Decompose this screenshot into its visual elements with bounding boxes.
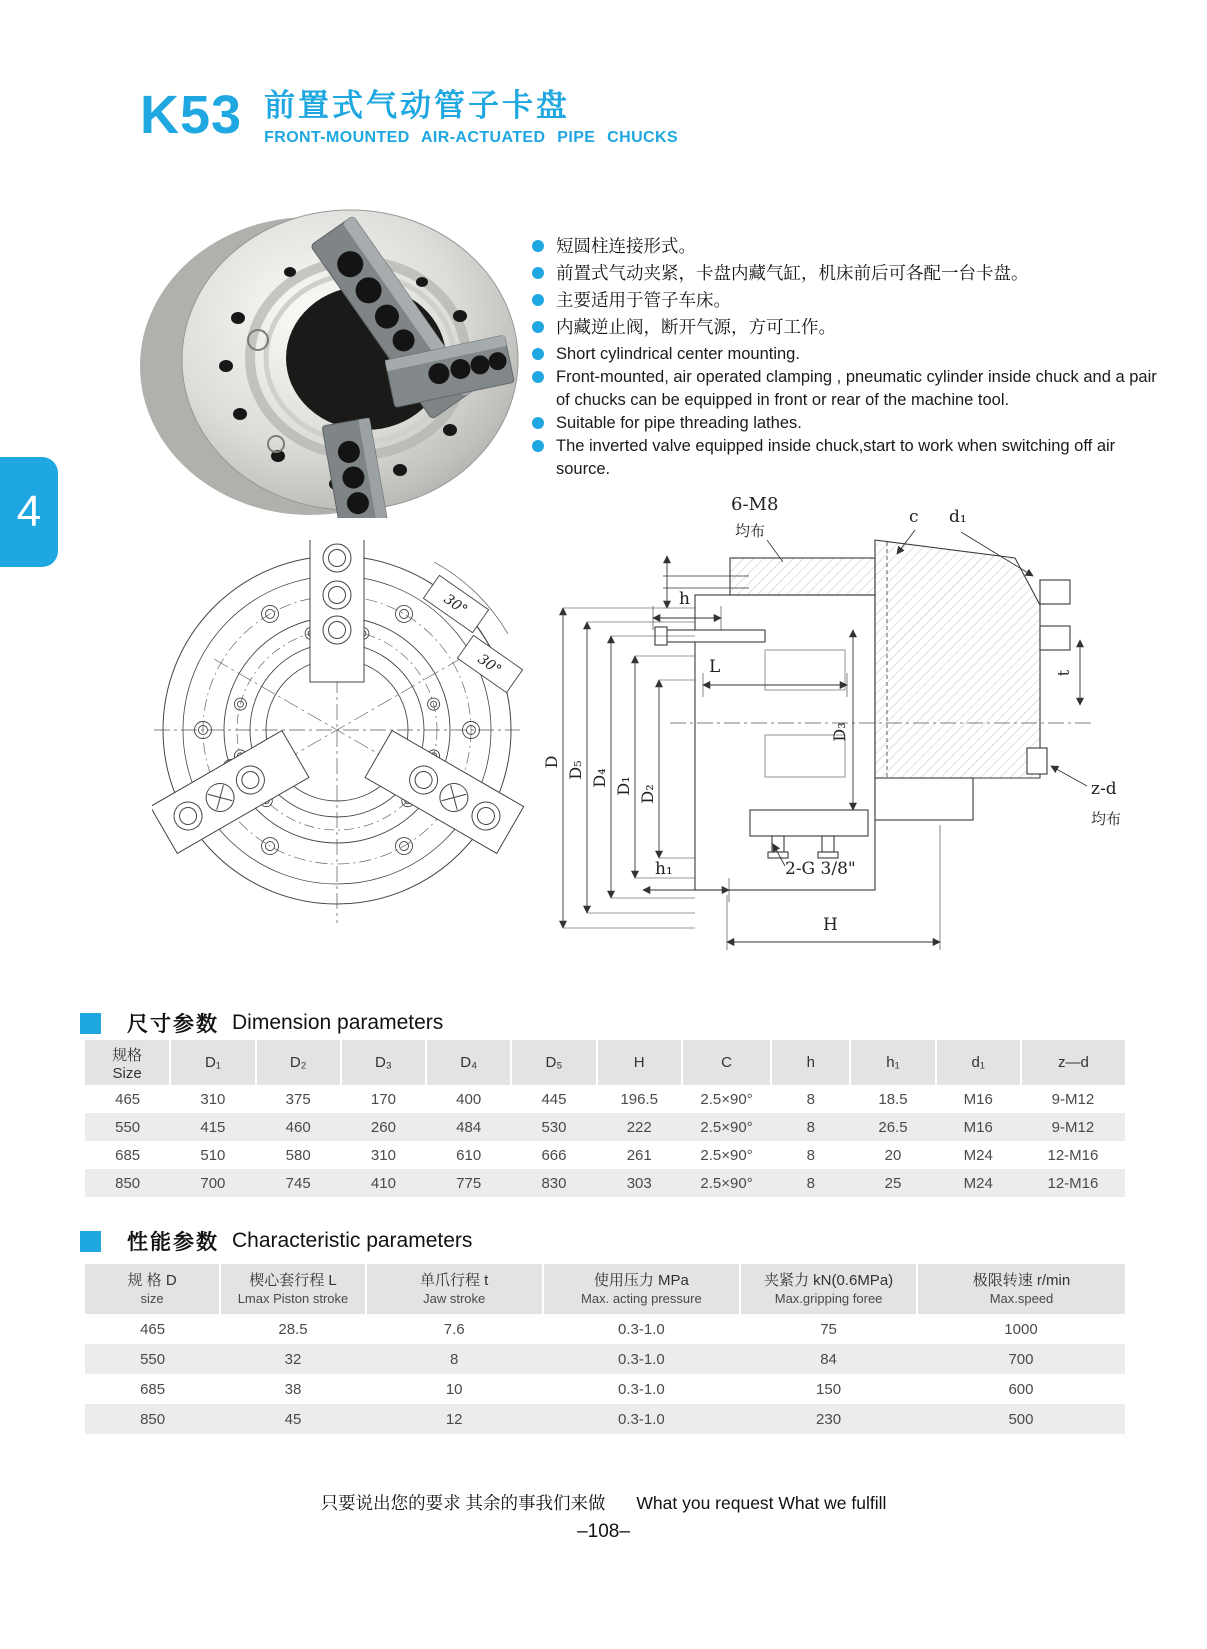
table-cell: 8: [806, 1118, 815, 1136]
table-cell: 465: [140, 1320, 166, 1338]
feature-item: 内藏逆止阀，断开气源，方可工作。: [532, 314, 1192, 341]
table-row: [85, 1344, 1125, 1374]
table-cell: 28.5: [278, 1320, 308, 1338]
column-header: z—d: [1021, 1040, 1125, 1085]
table-cell: 9-M12: [1051, 1090, 1095, 1108]
table-cell: 230: [816, 1410, 842, 1428]
table-row: [85, 1085, 1125, 1113]
svg-text:h₁: h₁: [655, 859, 673, 879]
table-cell: 1000: [1004, 1320, 1038, 1338]
svg-text:D₂: D₂: [638, 784, 657, 804]
angle-callout: [423, 575, 488, 632]
table-cell: 445: [541, 1090, 567, 1108]
characteristic-section-heading: [80, 1226, 472, 1256]
table-cell: 2.5×90°: [700, 1146, 753, 1164]
page-header: [140, 85, 679, 147]
jaws: [152, 540, 524, 853]
table-cell: 610: [456, 1146, 482, 1164]
svg-text:6-M8: 6-M8: [731, 494, 779, 515]
svg-text:d₁: d₁: [949, 507, 967, 527]
table-cell: M24: [963, 1174, 993, 1192]
feature-item: Short cylindrical center mounting.: [532, 343, 1160, 366]
table-row: [85, 1404, 1125, 1434]
table-cell: 18.5: [878, 1090, 908, 1108]
section-title-cn: 性能参数: [127, 1231, 219, 1254]
chapter-number: 4: [16, 487, 42, 536]
table-cell: 850: [115, 1174, 141, 1192]
svg-text:c: c: [909, 507, 919, 527]
table-cell: 0.3-1.0: [618, 1320, 665, 1338]
table-cell: 550: [140, 1350, 166, 1368]
features-en: [532, 343, 1160, 481]
table-cell: 310: [200, 1090, 226, 1108]
table-cell: 745: [285, 1174, 311, 1192]
table-cell: 45: [284, 1410, 302, 1428]
table-cell: 8: [806, 1146, 815, 1164]
table-cell: 7.6: [443, 1320, 465, 1338]
svg-text:h: h: [679, 589, 690, 609]
table-cell: 20: [884, 1146, 902, 1164]
page-title: 前置式气动管子卡盘: [264, 88, 571, 123]
slogan-cn: 只要说出您的要求 其余的事我们来做: [320, 1493, 606, 1513]
column-header: D₄: [426, 1040, 511, 1085]
table-cell: 580: [285, 1146, 311, 1164]
table-cell: 530: [541, 1118, 567, 1136]
angle-callout: [457, 635, 522, 692]
column-header: H: [597, 1040, 682, 1085]
table-cell: 9-M12: [1051, 1118, 1095, 1136]
svg-text:D₅: D₅: [566, 760, 585, 780]
section-marker: [80, 1231, 101, 1252]
table-cell: 150: [816, 1380, 842, 1398]
svg-text:均布: 均布: [735, 522, 766, 540]
product-photo: [138, 198, 523, 523]
features-cn: [532, 233, 1192, 341]
table-cell: 261: [626, 1146, 652, 1164]
svg-text:30°: 30°: [474, 651, 505, 679]
column-header: h: [771, 1040, 850, 1085]
table-cell: M24: [963, 1146, 993, 1164]
table-cell: 10: [445, 1380, 463, 1398]
dimension-section-heading: [80, 1008, 443, 1038]
column-header: C: [682, 1040, 771, 1085]
table-cell: 84: [820, 1350, 837, 1368]
column-header: D₂: [256, 1040, 341, 1085]
column-header: 极限转速 r/min Max.speed: [917, 1264, 1125, 1314]
table-cell: 685: [115, 1146, 141, 1164]
chuck-section-body: [655, 540, 1095, 890]
table-cell: 700: [1008, 1350, 1034, 1368]
table-cell: 666: [541, 1146, 567, 1164]
table-cell: 2.5×90°: [700, 1090, 753, 1108]
page-number: –108–: [577, 1521, 630, 1542]
svg-text:D₁: D₁: [614, 776, 633, 796]
table-cell: M16: [963, 1118, 993, 1136]
table-cell: 0.3-1.0: [618, 1350, 665, 1368]
svg-text:D₄: D₄: [590, 768, 609, 788]
table-cell: 310: [370, 1146, 396, 1164]
table-cell: 222: [626, 1118, 652, 1136]
column-header: 夹紧力 kN(0.6MPa) Max.gripping foree: [740, 1264, 917, 1314]
svg-text:D₃: D₃: [830, 722, 849, 742]
column-header: D₅: [511, 1040, 596, 1085]
svg-text:30°: 30°: [440, 591, 471, 619]
dimension-table: [85, 1040, 1125, 1197]
table-row: [85, 1374, 1125, 1404]
table-cell: 196.5: [620, 1090, 658, 1108]
column-header: 规 格 D size: [85, 1264, 220, 1314]
feature-item: Suitable for pipe threading lathes.: [532, 412, 1160, 435]
characteristic-table: [85, 1264, 1125, 1434]
svg-text:2-G 3/8": 2-G 3/8": [785, 859, 856, 879]
svg-text:z-d: z-d: [1091, 779, 1117, 799]
table-cell: 12-M16: [1047, 1146, 1099, 1164]
table-cell: 260: [370, 1118, 396, 1136]
column-header: d₁: [936, 1040, 1021, 1085]
table-cell: 26.5: [878, 1118, 908, 1136]
column-header: D₃: [341, 1040, 426, 1085]
table-cell: M16: [963, 1090, 993, 1108]
table-row: [85, 1314, 1125, 1344]
table-cell: 460: [285, 1118, 311, 1136]
chapter-tab: [0, 457, 58, 567]
front-view-drawing: [152, 540, 532, 930]
table-cell: 500: [1008, 1410, 1034, 1428]
table-cell: 850: [140, 1410, 166, 1428]
svg-text:均布: 均布: [1091, 810, 1122, 828]
column-header: 单爪行程 t Jaw stroke: [366, 1264, 543, 1314]
feature-item: 短圆柱连接形式。: [532, 233, 1192, 260]
section-view-drawing: [535, 480, 1185, 970]
column-header: 规格 Size: [85, 1040, 170, 1085]
table-cell: 25: [884, 1174, 902, 1192]
footer-slogan: [0, 1490, 1207, 1515]
feature-item: 前置式气动夹紧，卡盘内藏气缸，机床前后可各配一台卡盘。: [532, 260, 1192, 287]
table-cell: 700: [200, 1174, 226, 1192]
table-cell: 75: [820, 1320, 837, 1338]
table-cell: 8: [450, 1350, 459, 1368]
feature-item: Front-mounted, air operated clamping , pneumatic cylinder inside chuck and a pair of chucks can be equipped in front or rear of the machine tool.: [532, 366, 1160, 412]
table-cell: 12-M16: [1047, 1174, 1099, 1192]
column-header: 楔心套行程 L Lmax Piston stroke: [220, 1264, 366, 1314]
table-cell: 484: [456, 1118, 482, 1136]
table-row: [85, 1113, 1125, 1141]
table-cell: 32: [284, 1350, 302, 1368]
table-cell: 830: [541, 1174, 567, 1192]
table-cell: 2.5×90°: [700, 1174, 753, 1192]
table-cell: 600: [1008, 1380, 1034, 1398]
table-cell: 0.3-1.0: [618, 1410, 665, 1428]
table-row: [85, 1169, 1125, 1197]
table-cell: 38: [284, 1380, 302, 1398]
page-subtitle: FRONT-MOUNTED AIR-ACTUATED PIPE CHUCKS: [264, 128, 679, 146]
table-cell: 2.5×90°: [700, 1118, 753, 1136]
feature-item: The inverted valve equipped inside chuck,start to work when switching off air source.: [532, 435, 1160, 481]
table-cell: 400: [456, 1090, 482, 1108]
table-cell: 8: [806, 1174, 815, 1192]
section-marker: [80, 1013, 101, 1034]
table-cell: 303: [626, 1174, 652, 1192]
column-header: D₁: [170, 1040, 255, 1085]
table-cell: 12: [445, 1410, 463, 1428]
section-title-cn: 尺寸参数: [127, 1013, 219, 1036]
table-cell: 170: [370, 1090, 396, 1108]
svg-text:D: D: [542, 755, 561, 769]
table-cell: 0.3-1.0: [618, 1380, 665, 1398]
column-header: h₁: [850, 1040, 935, 1085]
table-row: [85, 1141, 1125, 1169]
table-cell: 510: [200, 1146, 226, 1164]
svg-text:L: L: [709, 657, 721, 677]
svg-text:t: t: [1054, 669, 1073, 677]
svg-text:H: H: [823, 915, 838, 935]
table-cell: 8: [806, 1090, 815, 1108]
section-title-en: Dimension parameters: [232, 1011, 444, 1034]
table-cell: 415: [200, 1118, 226, 1136]
feature-item: 主要适用于管子车床。: [532, 287, 1192, 314]
slogan-en: What you request What we fulfill: [636, 1493, 887, 1513]
table-cell: 775: [456, 1174, 482, 1192]
model-code: K53: [140, 85, 243, 145]
table-cell: 375: [285, 1090, 311, 1108]
section-title-en: Characteristic parameters: [232, 1229, 473, 1252]
table-cell: 685: [140, 1380, 166, 1398]
table-cell: 465: [115, 1090, 141, 1108]
table-cell: 550: [115, 1118, 141, 1136]
column-header: 使用压力 MPa Max. acting pressure: [543, 1264, 741, 1314]
table-cell: 410: [370, 1174, 396, 1192]
